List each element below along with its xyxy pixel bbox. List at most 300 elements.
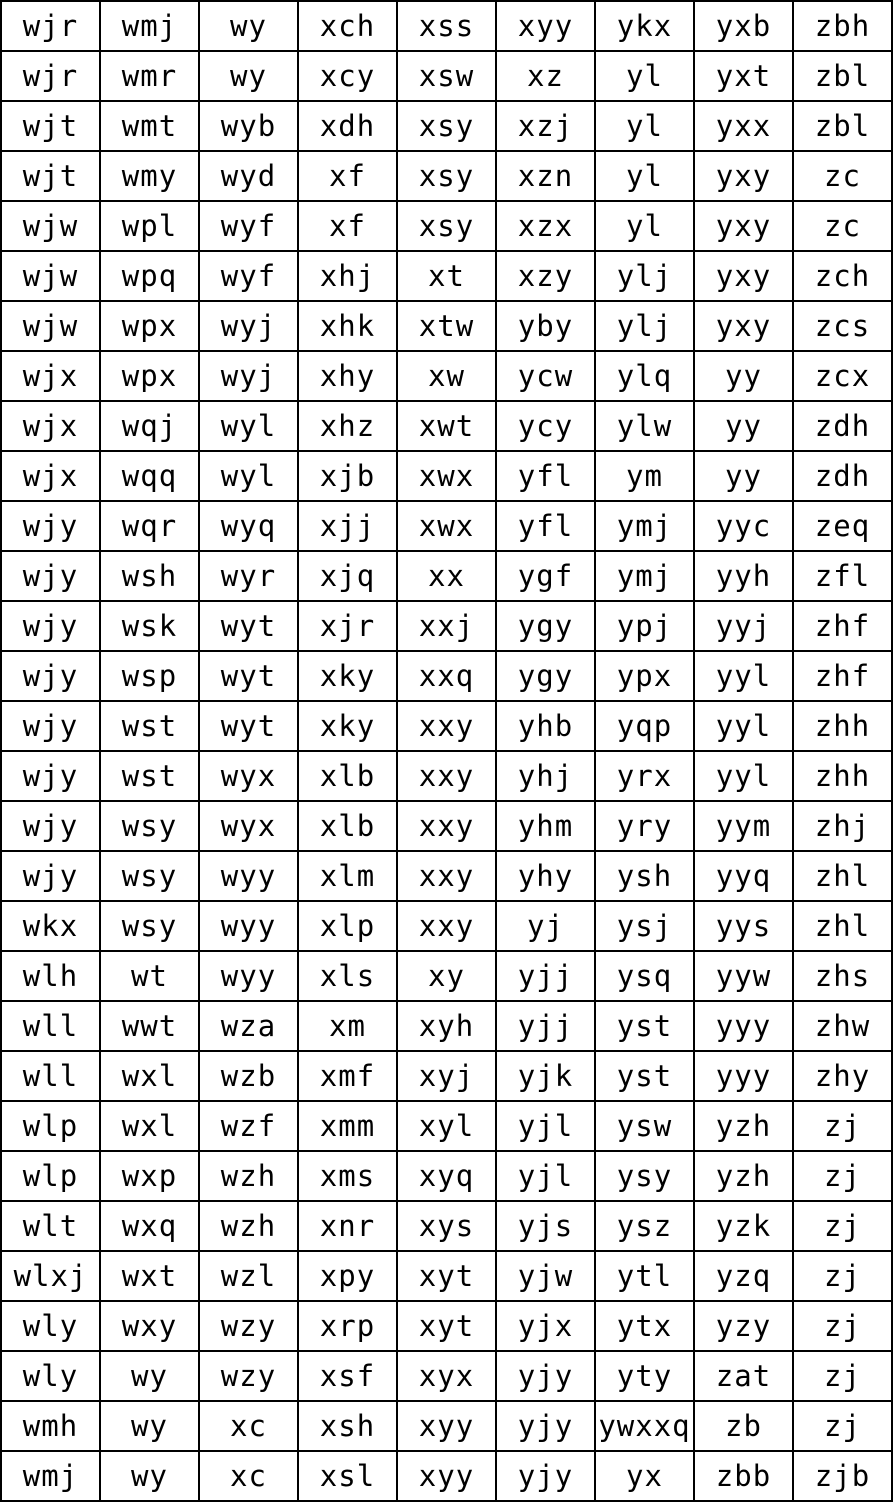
table-cell: ysq bbox=[595, 951, 694, 1001]
table-row bbox=[1, 351, 892, 401]
table-cell: xlp bbox=[298, 901, 397, 951]
table-cell: wwt bbox=[100, 1001, 199, 1051]
table-cell: xrp bbox=[298, 1301, 397, 1351]
table-cell: wsh bbox=[100, 551, 199, 601]
table-cell: xm bbox=[298, 1001, 397, 1051]
table-cell: ylj bbox=[595, 251, 694, 301]
table-cell: yjx bbox=[496, 1301, 595, 1351]
table-cell: yjk bbox=[496, 1051, 595, 1101]
table-cell: xky bbox=[298, 701, 397, 751]
table-cell: zbb bbox=[694, 1451, 793, 1501]
table-row bbox=[1, 401, 892, 451]
table-cell: wjy bbox=[1, 701, 100, 751]
table-cell: zc bbox=[793, 151, 892, 201]
table-cell: wst bbox=[100, 751, 199, 801]
table-cell: wjt bbox=[1, 151, 100, 201]
table-cell: zb bbox=[694, 1401, 793, 1451]
table-cell: yxy bbox=[694, 201, 793, 251]
table-cell: wzl bbox=[199, 1251, 298, 1301]
table-cell: yyc bbox=[694, 501, 793, 551]
table-cell: zdh bbox=[793, 451, 892, 501]
table-cell: xc bbox=[199, 1401, 298, 1451]
table-row bbox=[1, 201, 892, 251]
table-cell: yby bbox=[496, 301, 595, 351]
table-cell: xsf bbox=[298, 1351, 397, 1401]
table-cell: xjr bbox=[298, 601, 397, 651]
table-cell: xxy bbox=[397, 851, 496, 901]
table-cell: wly bbox=[1, 1301, 100, 1351]
table-cell: yst bbox=[595, 1001, 694, 1051]
table-cell: yyh bbox=[694, 551, 793, 601]
table-cell: xys bbox=[397, 1201, 496, 1251]
table-cell: yyl bbox=[694, 701, 793, 751]
table-cell: wlp bbox=[1, 1101, 100, 1151]
table-cell: wsk bbox=[100, 601, 199, 651]
table-cell: ycw bbox=[496, 351, 595, 401]
table-cell: zfl bbox=[793, 551, 892, 601]
table-cell: wyj bbox=[199, 301, 298, 351]
table-row bbox=[1, 551, 892, 601]
table-cell: wmh bbox=[1, 1401, 100, 1451]
table-cell: zhh bbox=[793, 751, 892, 801]
table-cell: ygf bbox=[496, 551, 595, 601]
table-cell: yyj bbox=[694, 601, 793, 651]
table-cell: wsp bbox=[100, 651, 199, 701]
table-row bbox=[1, 651, 892, 701]
table-cell: xf bbox=[298, 151, 397, 201]
table-cell: xpy bbox=[298, 1251, 397, 1301]
table-cell: xcy bbox=[298, 51, 397, 101]
table-cell: wy bbox=[100, 1351, 199, 1401]
table-row bbox=[1, 901, 892, 951]
table-row bbox=[1, 951, 892, 1001]
table-cell: wjy bbox=[1, 651, 100, 701]
table-row bbox=[1, 301, 892, 351]
table-cell: yj bbox=[496, 901, 595, 951]
table-cell: ysy bbox=[595, 1151, 694, 1201]
code-table-body bbox=[1, 1, 892, 1501]
table-cell: xyy bbox=[397, 1451, 496, 1501]
table-cell: wmy bbox=[100, 151, 199, 201]
table-cell: zj bbox=[793, 1201, 892, 1251]
table-cell: xyl bbox=[397, 1101, 496, 1151]
table-cell: zdh bbox=[793, 401, 892, 451]
table-cell: ykx bbox=[595, 1, 694, 51]
table-cell: ysw bbox=[595, 1101, 694, 1151]
table-cell: xyt bbox=[397, 1301, 496, 1351]
table-row bbox=[1, 801, 892, 851]
table-row bbox=[1, 601, 892, 651]
table-cell: wt bbox=[100, 951, 199, 1001]
table-cell: zhs bbox=[793, 951, 892, 1001]
table-cell: wqq bbox=[100, 451, 199, 501]
table-cell: wyy bbox=[199, 951, 298, 1001]
table-cell: wll bbox=[1, 1001, 100, 1051]
table-cell: yl bbox=[595, 101, 694, 151]
table-cell: wyy bbox=[199, 851, 298, 901]
table-cell: xjq bbox=[298, 551, 397, 601]
table-cell: xyj bbox=[397, 1051, 496, 1101]
table-cell: wzf bbox=[199, 1101, 298, 1151]
table-cell: zbh bbox=[793, 1, 892, 51]
table-cell: wmj bbox=[1, 1451, 100, 1501]
table-cell: xmf bbox=[298, 1051, 397, 1101]
table-cell: yjj bbox=[496, 951, 595, 1001]
table-cell: xc bbox=[199, 1451, 298, 1501]
table-cell: wxl bbox=[100, 1101, 199, 1151]
table-cell: yzq bbox=[694, 1251, 793, 1301]
table-cell: zj bbox=[793, 1101, 892, 1151]
table-cell: xhk bbox=[298, 301, 397, 351]
table-cell: xxj bbox=[397, 601, 496, 651]
table-cell: ypx bbox=[595, 651, 694, 701]
table-cell: xhj bbox=[298, 251, 397, 301]
table-cell: yy bbox=[694, 401, 793, 451]
table-cell: wlxj bbox=[1, 1251, 100, 1301]
table-cell: yjy bbox=[496, 1351, 595, 1401]
table-cell: xzj bbox=[496, 101, 595, 151]
table-cell: zch bbox=[793, 251, 892, 301]
table-cell: xx bbox=[397, 551, 496, 601]
table-cell: wmt bbox=[100, 101, 199, 151]
table-cell: wjy bbox=[1, 851, 100, 901]
table-cell: wpq bbox=[100, 251, 199, 301]
table-row bbox=[1, 1251, 892, 1301]
table-cell: wyx bbox=[199, 751, 298, 801]
table-cell: yyl bbox=[694, 651, 793, 701]
table-cell: xyy bbox=[496, 1, 595, 51]
table-cell: xms bbox=[298, 1151, 397, 1201]
table-cell: yyy bbox=[694, 1051, 793, 1101]
table-cell: wy bbox=[100, 1401, 199, 1451]
table-cell: zj bbox=[793, 1301, 892, 1351]
table-cell: xzy bbox=[496, 251, 595, 301]
table-cell: xzn bbox=[496, 151, 595, 201]
table-cell: yhj bbox=[496, 751, 595, 801]
table-cell: wpl bbox=[100, 201, 199, 251]
table-cell: wjw bbox=[1, 251, 100, 301]
table-cell: yfl bbox=[496, 451, 595, 501]
table-cell: wly bbox=[1, 1351, 100, 1401]
table-cell: xyt bbox=[397, 1251, 496, 1301]
table-row bbox=[1, 851, 892, 901]
table-cell: yjw bbox=[496, 1251, 595, 1301]
table-row bbox=[1, 1151, 892, 1201]
table-row bbox=[1, 451, 892, 501]
table-cell: ymj bbox=[595, 501, 694, 551]
table-cell: xyq bbox=[397, 1151, 496, 1201]
table-cell: wpx bbox=[100, 351, 199, 401]
table-row bbox=[1, 51, 892, 101]
table-cell: wsy bbox=[100, 851, 199, 901]
table-cell: ygy bbox=[496, 651, 595, 701]
table-cell: zj bbox=[793, 1251, 892, 1301]
table-cell: yxy bbox=[694, 301, 793, 351]
table-cell: zhy bbox=[793, 1051, 892, 1101]
table-cell: yqp bbox=[595, 701, 694, 751]
table-cell: xy bbox=[397, 951, 496, 1001]
table-cell: yrx bbox=[595, 751, 694, 801]
table-cell: yxb bbox=[694, 1, 793, 51]
table-cell: yxy bbox=[694, 151, 793, 201]
table-row bbox=[1, 251, 892, 301]
table-cell: yjs bbox=[496, 1201, 595, 1251]
table-cell: yyw bbox=[694, 951, 793, 1001]
table-cell: xhy bbox=[298, 351, 397, 401]
table-cell: xls bbox=[298, 951, 397, 1001]
table-cell: zj bbox=[793, 1351, 892, 1401]
table-cell: zhw bbox=[793, 1001, 892, 1051]
table-cell: wyl bbox=[199, 451, 298, 501]
table-cell: xyx bbox=[397, 1351, 496, 1401]
table-cell: yhy bbox=[496, 851, 595, 901]
table-cell: wjy bbox=[1, 551, 100, 601]
table-cell: zjb bbox=[793, 1451, 892, 1501]
table-cell: wjy bbox=[1, 601, 100, 651]
table-cell: ytx bbox=[595, 1301, 694, 1351]
table-cell: xlb bbox=[298, 751, 397, 801]
table-cell: yzy bbox=[694, 1301, 793, 1351]
table-cell: wmj bbox=[100, 1, 199, 51]
table-cell: xhz bbox=[298, 401, 397, 451]
table-cell: xt bbox=[397, 251, 496, 301]
table-cell: yys bbox=[694, 901, 793, 951]
table-cell: zhf bbox=[793, 651, 892, 701]
table-cell: zbl bbox=[793, 51, 892, 101]
table-cell: xxy bbox=[397, 801, 496, 851]
table-cell: wyy bbox=[199, 901, 298, 951]
table-cell: xxy bbox=[397, 701, 496, 751]
table-row bbox=[1, 1101, 892, 1151]
table-cell: wsy bbox=[100, 901, 199, 951]
table-cell: wpx bbox=[100, 301, 199, 351]
table-cell: wjx bbox=[1, 401, 100, 451]
table-cell: wxt bbox=[100, 1251, 199, 1301]
table-cell: wjr bbox=[1, 1, 100, 51]
table-cell: wyl bbox=[199, 401, 298, 451]
table-cell: xjj bbox=[298, 501, 397, 551]
table-cell: wjy bbox=[1, 501, 100, 551]
table-cell: xmm bbox=[298, 1101, 397, 1151]
table-cell: wyx bbox=[199, 801, 298, 851]
table-cell: wzy bbox=[199, 1301, 298, 1351]
table-row bbox=[1, 1, 892, 51]
table-cell: yjy bbox=[496, 1401, 595, 1451]
table-cell: yhm bbox=[496, 801, 595, 851]
table-cell: wy bbox=[199, 1, 298, 51]
table-cell: wyf bbox=[199, 251, 298, 301]
table-cell: xsy bbox=[397, 101, 496, 151]
table-cell: ysh bbox=[595, 851, 694, 901]
table-cell: yty bbox=[595, 1351, 694, 1401]
table-cell: zbl bbox=[793, 101, 892, 151]
table-cell: wjx bbox=[1, 451, 100, 501]
table-cell: yx bbox=[595, 1451, 694, 1501]
table-cell: ytl bbox=[595, 1251, 694, 1301]
table-cell: yy bbox=[694, 351, 793, 401]
table-cell: ygy bbox=[496, 601, 595, 651]
table-cell: wxy bbox=[100, 1301, 199, 1351]
table-cell: wzh bbox=[199, 1201, 298, 1251]
table-cell: xw bbox=[397, 351, 496, 401]
table-cell: yyy bbox=[694, 1001, 793, 1051]
table-cell: xsh bbox=[298, 1401, 397, 1451]
table-row bbox=[1, 1051, 892, 1101]
table-cell: yl bbox=[595, 201, 694, 251]
table-cell: yl bbox=[595, 151, 694, 201]
table-cell: ycy bbox=[496, 401, 595, 451]
table-row bbox=[1, 1001, 892, 1051]
table-cell: zat bbox=[694, 1351, 793, 1401]
table-cell: wyt bbox=[199, 701, 298, 751]
table-cell: wyd bbox=[199, 151, 298, 201]
table-row bbox=[1, 101, 892, 151]
table-cell: xsy bbox=[397, 151, 496, 201]
table-cell: zj bbox=[793, 1151, 892, 1201]
table-cell: zc bbox=[793, 201, 892, 251]
table-cell: yyq bbox=[694, 851, 793, 901]
table-cell: yjl bbox=[496, 1101, 595, 1151]
table-cell: ywxxq bbox=[595, 1401, 694, 1451]
table-cell: wzy bbox=[199, 1351, 298, 1401]
table-cell: wxp bbox=[100, 1151, 199, 1201]
table-row bbox=[1, 751, 892, 801]
table-cell: wxl bbox=[100, 1051, 199, 1101]
table-cell: xwx bbox=[397, 451, 496, 501]
table-cell: wyb bbox=[199, 101, 298, 151]
table-cell: wy bbox=[199, 51, 298, 101]
table-cell: xlm bbox=[298, 851, 397, 901]
table-cell: zhf bbox=[793, 601, 892, 651]
table-cell: wsy bbox=[100, 801, 199, 851]
table-cell: xwt bbox=[397, 401, 496, 451]
table-cell: xwx bbox=[397, 501, 496, 551]
table-cell: yzh bbox=[694, 1101, 793, 1151]
table-cell: xzx bbox=[496, 201, 595, 251]
table-cell: zcx bbox=[793, 351, 892, 401]
table-cell: xdh bbox=[298, 101, 397, 151]
table-cell: zhl bbox=[793, 851, 892, 901]
table-cell: wst bbox=[100, 701, 199, 751]
table-cell: yyl bbox=[694, 751, 793, 801]
table-cell: ysj bbox=[595, 901, 694, 951]
table-cell: wzb bbox=[199, 1051, 298, 1101]
table-cell: yjl bbox=[496, 1151, 595, 1201]
table-cell: wjw bbox=[1, 201, 100, 251]
table-cell: yry bbox=[595, 801, 694, 851]
table-cell: yym bbox=[694, 801, 793, 851]
table-cell: yy bbox=[694, 451, 793, 501]
table-cell: ypj bbox=[595, 601, 694, 651]
table-cell: xxy bbox=[397, 901, 496, 951]
table-cell: wyj bbox=[199, 351, 298, 401]
table-cell: yl bbox=[595, 51, 694, 101]
table-cell: xyh bbox=[397, 1001, 496, 1051]
table-cell: zeq bbox=[793, 501, 892, 551]
table-cell: zcs bbox=[793, 301, 892, 351]
table-cell: yxx bbox=[694, 101, 793, 151]
table-cell: xz bbox=[496, 51, 595, 101]
table-cell: wyt bbox=[199, 651, 298, 701]
table-cell: xxq bbox=[397, 651, 496, 701]
table-cell: yzk bbox=[694, 1201, 793, 1251]
table-cell: ysz bbox=[595, 1201, 694, 1251]
table-cell: yxt bbox=[694, 51, 793, 101]
table-cell: wyt bbox=[199, 601, 298, 651]
table-cell: zj bbox=[793, 1401, 892, 1451]
table-cell: ym bbox=[595, 451, 694, 501]
table-cell: xky bbox=[298, 651, 397, 701]
table-cell: xyy bbox=[397, 1401, 496, 1451]
table-row bbox=[1, 501, 892, 551]
table-cell: xlb bbox=[298, 801, 397, 851]
table-cell: wll bbox=[1, 1051, 100, 1101]
table-cell: xsy bbox=[397, 201, 496, 251]
table-row bbox=[1, 1201, 892, 1251]
table-cell: zhh bbox=[793, 701, 892, 751]
table-cell: wmr bbox=[100, 51, 199, 101]
table-cell: wy bbox=[100, 1451, 199, 1501]
table-cell: yjj bbox=[496, 1001, 595, 1051]
table-cell: wyq bbox=[199, 501, 298, 551]
table-cell: xxy bbox=[397, 751, 496, 801]
table-cell: xss bbox=[397, 1, 496, 51]
table-cell: zhj bbox=[793, 801, 892, 851]
table-cell: yst bbox=[595, 1051, 694, 1101]
table-cell: xnr bbox=[298, 1201, 397, 1251]
table-cell: xch bbox=[298, 1, 397, 51]
table-row bbox=[1, 1451, 892, 1501]
table-cell: wqj bbox=[100, 401, 199, 451]
table-cell: xsl bbox=[298, 1451, 397, 1501]
table-cell: wlh bbox=[1, 951, 100, 1001]
table-cell: wyf bbox=[199, 201, 298, 251]
table-cell: wjr bbox=[1, 51, 100, 101]
table-cell: wlp bbox=[1, 1151, 100, 1201]
table-cell: zhl bbox=[793, 901, 892, 951]
table-cell: wjy bbox=[1, 751, 100, 801]
table-row bbox=[1, 151, 892, 201]
table-cell: ylw bbox=[595, 401, 694, 451]
table-cell: yhb bbox=[496, 701, 595, 751]
table-row bbox=[1, 1351, 892, 1401]
table-cell: wjx bbox=[1, 351, 100, 401]
table-cell: wxq bbox=[100, 1201, 199, 1251]
table-cell: wza bbox=[199, 1001, 298, 1051]
table-cell: xsw bbox=[397, 51, 496, 101]
table-cell: wkx bbox=[1, 901, 100, 951]
table-cell: ymj bbox=[595, 551, 694, 601]
table-cell: wjt bbox=[1, 101, 100, 151]
table-cell: ylj bbox=[595, 301, 694, 351]
table-cell: wyr bbox=[199, 551, 298, 601]
table-row bbox=[1, 1301, 892, 1351]
table-cell: xf bbox=[298, 201, 397, 251]
table-cell: wlt bbox=[1, 1201, 100, 1251]
table-cell: yzh bbox=[694, 1151, 793, 1201]
table-cell: yxy bbox=[694, 251, 793, 301]
table-cell: ylq bbox=[595, 351, 694, 401]
table-row bbox=[1, 1401, 892, 1451]
table-cell: wzh bbox=[199, 1151, 298, 1201]
table-cell: xtw bbox=[397, 301, 496, 351]
table-cell: xjb bbox=[298, 451, 397, 501]
table-cell: wqr bbox=[100, 501, 199, 551]
table-cell: wjy bbox=[1, 801, 100, 851]
table-cell: wjw bbox=[1, 301, 100, 351]
table-cell: yjy bbox=[496, 1451, 595, 1501]
table-cell: yfl bbox=[496, 501, 595, 551]
